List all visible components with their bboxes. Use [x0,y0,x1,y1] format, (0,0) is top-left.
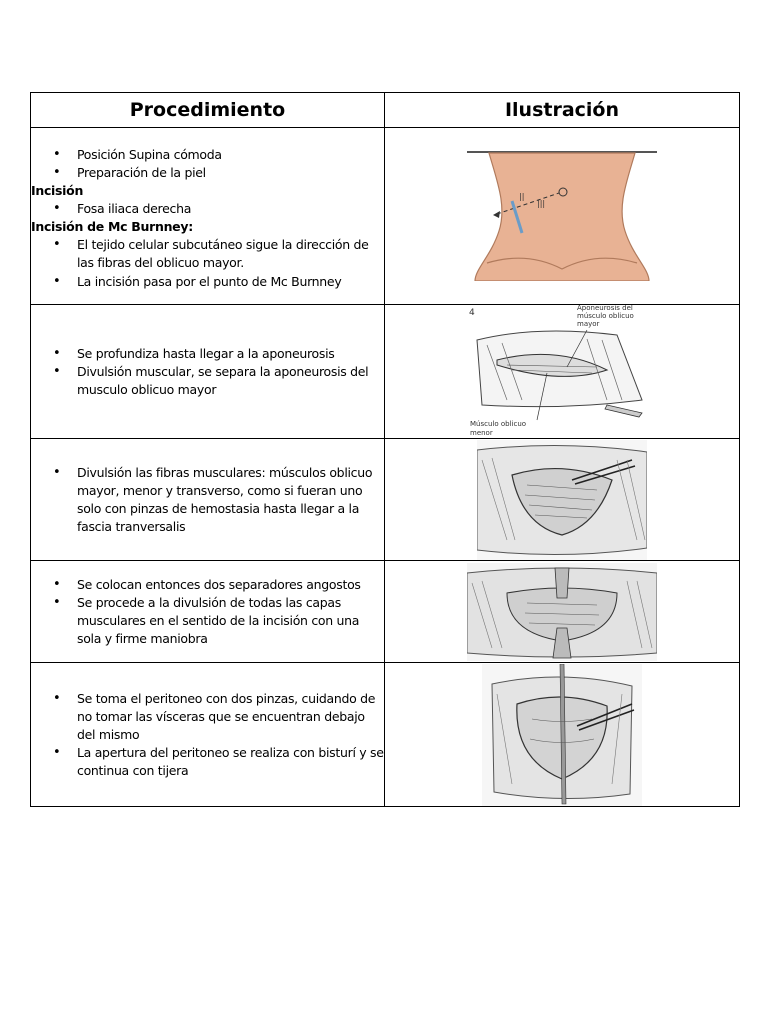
muscle-divulsion-illustration [477,440,647,560]
figure-number: 4 [469,308,475,318]
label-aponeurosis-line3: mayor [577,320,600,328]
aponeurosis-illustration [467,305,657,438]
abdomen-incision-illustration [467,151,657,281]
svg-text:||: || [519,192,525,201]
illustration-cell-3 [385,439,740,561]
list-item: • Se colocan entonces dos separadores angostos [77,576,384,594]
svg-text:|||: ||| [537,199,546,208]
list-item: • Preparación de la piel [77,164,384,182]
illustration-cell-2 [385,305,740,439]
table-row [31,439,740,561]
table-row [31,128,740,305]
label-oblicuo-menor-line2: menor [470,429,493,437]
list-item: • Se procede a la divulsión de todas las capas musculares en el sentido de la incisión con una sola y firme maniobra [77,594,384,648]
procedure-cell-4 [31,561,385,663]
table-row [31,663,740,807]
illustration-cell-5 [385,663,740,807]
label-aponeurosis-line2: músculo oblicuo [577,312,634,320]
list-item: • La incisión pasa por el punto de Mc Burnney [77,273,384,291]
list-item: • Posición Supina cómoda [77,146,384,164]
table-row [31,305,740,439]
procedure-cell-5 [31,663,385,807]
procedure-table [30,92,740,807]
list-item: • El tejido celular subcutáneo sigue la dirección de las fibras del oblicuo mayor. [77,236,384,272]
list-item: • Se profundiza hasta llegar a la aponeurosis [77,345,384,363]
peritoneum-illustration [482,664,642,806]
section-heading-mcburney: Incisión de Mc Burnney: [31,219,193,234]
procedure-cell-2 [31,305,385,439]
section-heading-incision: Incisión [31,183,84,198]
illustration-cell-1 [385,128,740,305]
header-ilustracion: Ilustración [385,93,740,128]
list-item: • La apertura del peritoneo se realiza con bisturí y se continua con tijera [77,744,384,780]
label-oblicuo-menor-line1: Músculo oblicuo [470,420,527,428]
retractors-illustration [467,563,657,661]
procedure-cell-3 [31,439,385,561]
list-item: • Divulsión las fibras musculares: músculos oblicuo mayor, menor y transverso, como si fueran uno solo con pinzas de hemostasia hasta llegar a la fascia tranversalis [77,464,384,536]
list-item: • Fosa iliaca derecha [77,200,384,218]
table-row [31,561,740,663]
header-procedimiento: Procedimiento [31,93,385,128]
list-item: • Divulsión muscular, se separa la aponeurosis del musculo oblicuo mayor [77,363,384,399]
label-aponeurosis-line1: Aponeurosis del [577,305,633,312]
illustration-cell-4 [385,561,740,663]
list-item: • Se toma el peritoneo con dos pinzas, cuidando de no tomar las vísceras que se encuentran debajo del mismo [77,690,384,744]
header-row [31,93,740,128]
procedure-cell-1 [31,128,385,305]
